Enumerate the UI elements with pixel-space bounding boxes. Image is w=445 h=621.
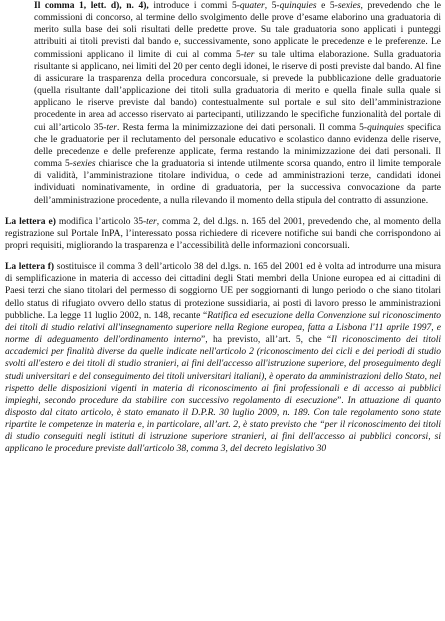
text-run: quinquies <box>279 1 317 11</box>
text-run: e 5- <box>316 1 338 11</box>
text-run: specifica che le graduatorie per il reclutamento del personale educativo e scolastico danno evidenza delle riserve, delle precedenze e delle preferenze applicate, ferma restando la minimizzazione dei dati personali. Il comma 5- <box>34 122 441 170</box>
text-run: sostituisce il comma 3 dell’articolo 38 del d.lgs. n. 165 del 2001 ed è volta ad introdurre una misura di semplificazione in materia di accesso dei cittadini degli Stati membri della Unione europea ed ai cittadini di Paesi terzi che siano titolari del permesso di soggiorno UE per soggiornanti di lungo periodo o che siano titolari dello status di rifugiato ovvero dello status di protezione sussidiaria, ai posti di lavoro presso le amministrazioni pubbliche. La legge 11 luglio 2002, n. 148, recante “ <box>5 262 442 321</box>
text-run: , prevedendo che le commissioni di concorso, al termine dello svolgimento delle prove d’esame elaborino una graduatoria di merito sulla base dei soli risultati delle predette prove. Su tale graduatoria sono applicati i punteggi attribuiti ai titoli previsti dal bando e, successivamente, sono applicate le precedenze e le preferenze. Le commissioni applicano il limite di cui al comma 5- <box>34 1 441 60</box>
text-run: ter <box>106 122 117 133</box>
text-run: In attuazione di quanto disposto dal citato articolo, è stato emanato il D.P.R. 30 luglio 2009, n. 189. Con tale regolamento sono state ripartite le competenze in materia e, in particolare, all’art. 2, è stato previsto che “per il riconoscimento dei titoli di studio conseguiti negli istituti di istruzione superiore stranieri, ai fini dell'accesso ai pubblici concorsi, si applicano le procedure previste dall'articolo 38, comma 3, del decreto legislativo 30 <box>5 395 441 455</box>
text-run: quater <box>239 1 265 11</box>
text-run: modifica l’articolo 35- <box>55 216 147 227</box>
text-run: sexies <box>72 159 96 170</box>
text-run: quinquies <box>367 122 405 133</box>
text-run: ”. <box>337 395 348 406</box>
text-run: ter <box>146 216 157 227</box>
text-run: La lettera e) <box>5 216 56 227</box>
text-run: Il comma 1, lett. d), n. 4), <box>34 1 149 11</box>
text-run: chiarisce che la graduatoria si intende utilmente scorsa quando, entro il limite temporale di validità, l’amministrazione titolare individua, o cede ad amministrazioni terze, candidati idonei individuati nominativamente, in ordine di graduatoria, per la successiva convocazione da parte dell’amministrazione procedente, a nulla rilevando il momento della stipula del contratto di assunzione. <box>34 159 441 206</box>
paragraph-lettera-f <box>5 261 441 456</box>
text-run: , comma 2, del d.lgs. n. 165 del 2001, prevedendo che, al momento della registrazione sul Portale InPA, l’interessato possa richiedere di ricevere notifiche sui bandi che corrispondono ai propri requisiti, migliorando la trasparenza e l’accessibilità delle informazioni concorsuali. <box>5 216 441 251</box>
text-run: su tale ultima elaborazione. Sulla graduatoria risultante si applicano, nei limiti del 20 per cento degli idonei, le riserve di posti previste dal bando. Al fine di assicurare la trasparenza della procedura concorsuale, si prevede la pubblicazione delle graduatorie (quella risultante dall’applicazione dei titoli sulla graduatoria di merito e quella finale sulla quale si applicano le riserve previste dal bando) contestualmente sul portale e sul sito dell’amministrazione procedente in area ad accesso riservato ai partecipanti, utilizzando le specifiche funzionalità del portale di cui all’articolo 35- <box>34 49 441 133</box>
text-run: sexies <box>337 1 361 11</box>
paragraph-comma-1-lett-d <box>5 0 441 207</box>
text-run: Ratifica ed esecuzione della Convenzione sul riconoscimento dei titoli di studio relativi all'insegnamento superiore nella Regione europea, fatta a Lisbona l'11 aprile 1997, e norme di adeguamento dell'ordinamento interno <box>5 310 441 346</box>
text-run: ter <box>243 49 255 60</box>
text-run: ”, ha previsto, all’art. 5, che “ <box>201 335 332 346</box>
text-run: , 5- <box>264 1 280 11</box>
text-run: La lettera f) <box>5 262 55 273</box>
text-run: Il riconoscimento dei titoli accademici per finalità diverse da quelle indicate nell'articolo 2 (riconoscimento dei cicli e dei periodi di studio svolti all'estero e dei titoli di studio stranieri, ai fini dell'accesso all'istruzione superiore, del proseguimento degli studi universitari e del conseguimento dei titoli universitari italiani), è operato da amministrazioni dello Stato, nel rispetto delle disposizioni vigenti in materia di riconoscimento ai fini professionali e di accesso ai pubblici impieghi, secondo procedure da stabilire con successivo regolamento di esecuzione <box>5 335 441 406</box>
paragraph-lettera-e <box>5 216 441 252</box>
text-run: introduce i commi 5- <box>148 1 240 11</box>
text-run: . Resta ferma la minimizzazione dei dati personali. Il comma 5- <box>116 122 368 133</box>
